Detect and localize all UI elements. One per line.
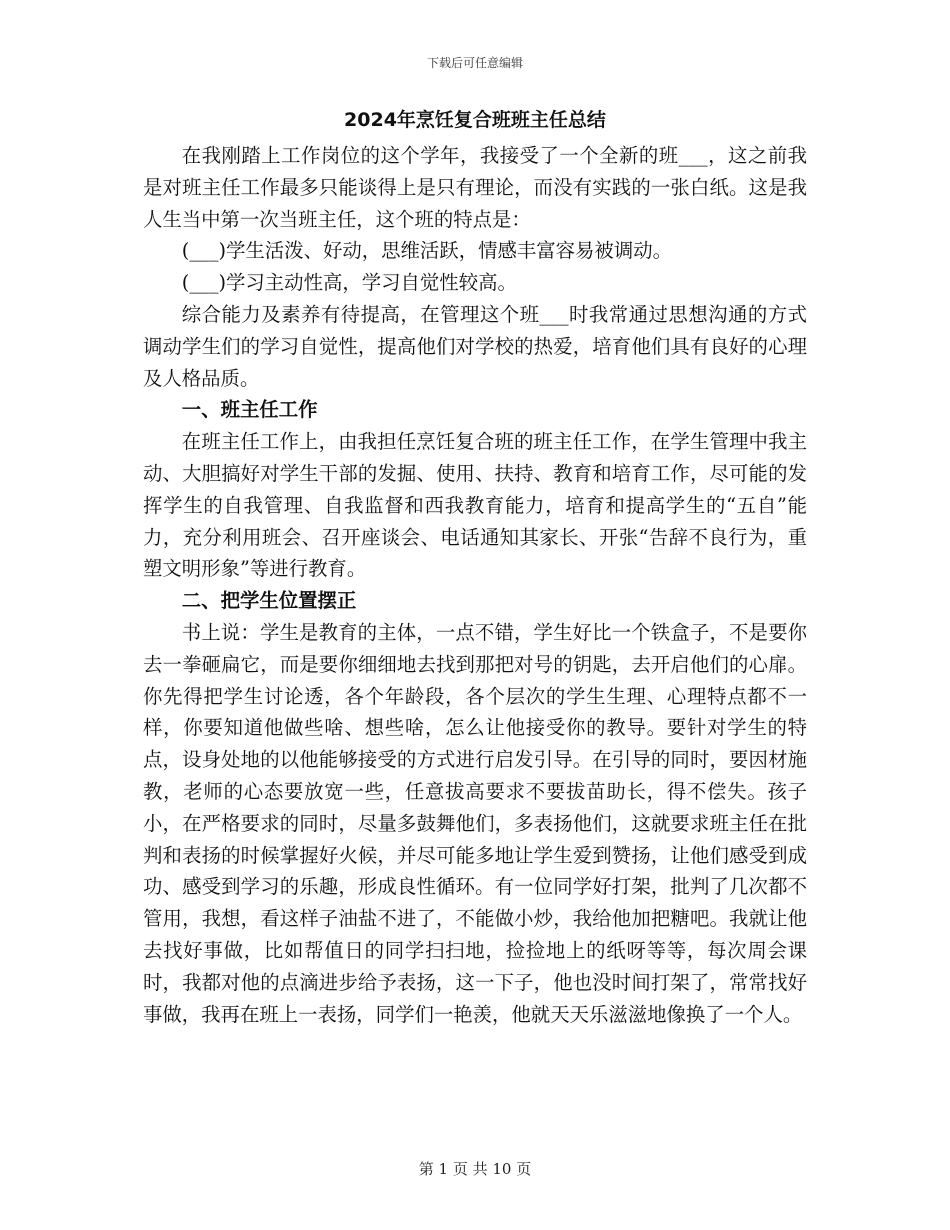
page-header-note: 下载后可任意编辑 <box>426 56 523 70</box>
document-title: 2024年烹饪复合班班主任总结 <box>344 109 606 131</box>
page-number-footer: 第 1 页 共 10 页 <box>418 1160 532 1178</box>
section-2-heading: 二、把学生位置摆正 <box>181 589 357 613</box>
intro-paragraph: 在我刚踏上工作岗位的这个学年，我接受了一个全新的班___，这之前我是对班主任工作最多只能谈得上是只有理论，而没有实践的一张白纸。这是我人生当中第一次当班主任，这个班的特点是： <box>143 144 807 231</box>
document-body <box>143 106 807 1030</box>
section-1-heading: 一、班主任工作 <box>181 398 318 422</box>
section-2-paragraph: 书上说：学生是教育的主体，一点不错，学生好比一个铁盒子，不是要你去一拳砸扁它，而是要你细细地去找到那把对号的钥匙，去开启他们的心扉。你先得把学生讨论透，各个年龄段，各个层次的学生生理、心理特点都不一样，你要知道他做些啥、想些啥，怎么让他接受你的教导。要针对学生的特点，设身处地的以他能够接受的方式进行启发引导。在引导的同时，要因材施教，老师的心态要放宽一些，任意拔高要求不要拔苗助长，得不偿失。孩子小，在严格要求的同时，尽量多鼓舞他们，多表扬他们，这就要求班主任在批判和表扬的时候掌握好火候，并尽可能多地让学生爱到赞扬，让他们感受到成功、感受到学习的乐趣，形成良性循环。有一位同学好打架，批判了几次都不管用，我想，看这样子油盐不进了，不能做小炒，我给他加把糖吧。我就让他去找好事做，比如帮值日的同学扫扫地，捡捡地上的纸呀等等，每次周会课时，我都对他的点滴进步给予表扬，这一下子，他也没时间打架了，常常找好事做，我再在班上一表扬，同学们一艳羡，他就天天乐滋滋地像换了一个人。 <box>143 620 807 1026</box>
class-trait-point-1: (___)学生活泼、好动，思维活跃，情感丰富容易被调动。 <box>181 239 672 263</box>
class-trait-point-2: (___)学习主动性高，学习自觉性较高。 <box>181 271 517 295</box>
section-1-paragraph: 在班主任工作上，由我担任烹饪复合班的班主任工作，在学生管理中我主动、大胆搞好对学生干部的发掘、使用、扶持、教育和培育工作，尽可能的发挥学生的自我管理、自我监督和西我教育能力，培育和提高学生的“五自”能力，充分利用班会、召开座谈会、电话通知其家长、开张“告辞不良行为，重塑文明形象”等进行教育。 <box>143 430 807 581</box>
summary-paragraph: 综合能力及素养有待提高，在管理这个班___时我常通过思想沟通的方式调动学生们的学习自觉性，提高他们对学校的热爱，培育他们具有良好的心理及人格品质。 <box>143 302 807 390</box>
